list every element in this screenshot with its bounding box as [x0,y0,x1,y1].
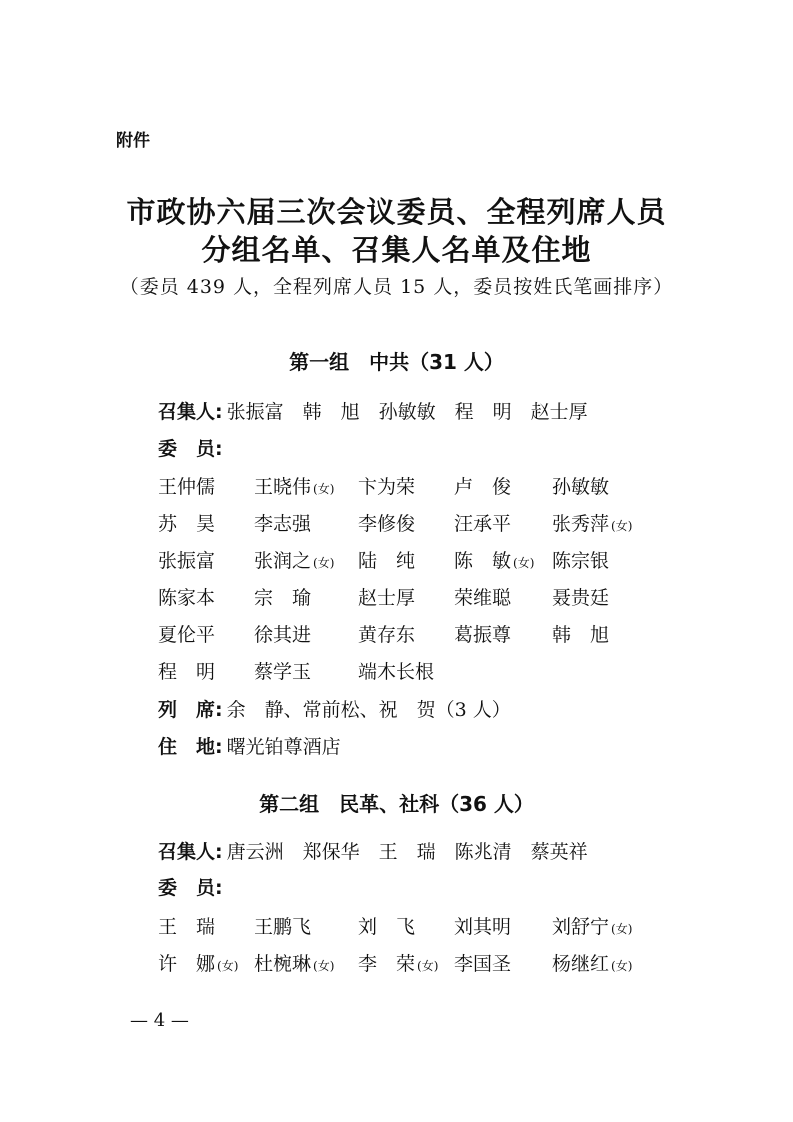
female-mark: (女) [313,556,335,570]
member-name-text: 李 荣 [358,953,416,975]
female-mark: (女) [217,959,239,973]
member-name-text: 杨继红 [552,953,610,975]
member-name [454,510,511,538]
member-name [158,473,215,501]
member-name [454,621,511,649]
female-mark: (女) [611,922,633,936]
member-name [158,913,215,941]
member-name [358,547,415,575]
member-name [552,510,632,538]
group1-heading: 第一组 中共（31 人） [289,350,504,374]
member-name-text: 王仲儒 [158,476,216,498]
member-name [358,913,415,941]
member-name [552,584,609,612]
member-name [254,584,311,612]
residence-name: 曙光铂尊酒店 [226,736,341,758]
member-name [254,473,334,501]
group1-attend-line [158,696,511,724]
group1-members-label-line [158,435,227,463]
member-name-text: 宗 瑜 [254,587,312,609]
member-name-text: 蔡学玉 [254,661,312,683]
attendee-names: 余 静、常前松、祝 贺（3 人） [226,699,511,721]
member-name-text: 韩 旭 [552,624,610,646]
member-name [254,510,311,538]
members-label: 委 员: [158,877,223,899]
member-name-text: 李修俊 [358,513,416,535]
member-name [158,510,215,538]
member-name [158,584,215,612]
member-name-text: 苏 昊 [158,513,216,535]
female-mark: (女) [513,556,535,570]
member-name-text: 卢 俊 [454,476,512,498]
female-mark: (女) [313,482,335,496]
member-name-text: 端木长根 [358,661,435,683]
group2-members-label-line [158,874,227,902]
member-name-text: 李国圣 [454,953,512,975]
member-name [358,658,434,686]
member-name-text: 孙敏敏 [552,476,610,498]
member-name-text: 夏伦平 [158,624,216,646]
female-mark: (女) [313,959,335,973]
member-name-text: 许 娜 [158,953,216,975]
member-name [552,950,632,978]
page-number: — 4 — [130,1010,189,1031]
member-name-text: 陆 纯 [358,550,416,572]
member-name [454,473,511,501]
group2-heading: 第二组 民革、社科（36 人） [259,792,534,816]
member-name-text: 刘舒宁 [552,916,610,938]
convener-names: 唐云洲 郑保华 王 瑞 陈兆清 蔡英祥 [226,841,588,863]
member-name [552,473,609,501]
convener-label: 召集人: [158,841,223,863]
member-name-text: 聂贵廷 [552,587,610,609]
member-name [454,584,511,612]
member-name [158,658,215,686]
member-name [254,658,311,686]
attend-label: 列 席: [158,699,223,721]
document-title-line2: 分组名单、召集人名单及住地 [201,233,592,267]
member-name-text: 葛振尊 [454,624,512,646]
member-name [254,913,311,941]
group1-convener-line [158,398,588,426]
member-name-text: 陈 敏 [454,550,512,572]
member-name-text: 程 明 [158,661,216,683]
member-name [358,621,415,649]
convener-names: 张振富 韩 旭 孙敏敏 程 明 赵士厚 [226,401,588,423]
member-name-text: 王 瑞 [158,916,216,938]
member-name [454,547,534,575]
member-name [158,950,238,978]
member-name [454,950,511,978]
member-name [552,913,632,941]
female-mark: (女) [611,959,633,973]
member-name [454,913,511,941]
member-name-text: 黄存东 [358,624,416,646]
member-name-text: 王晓伟 [254,476,312,498]
member-name-text: 刘 飞 [358,916,416,938]
attachment-label: 附件 [116,131,150,151]
member-name [552,547,609,575]
member-name [552,621,609,649]
member-name-text: 赵士厚 [358,587,416,609]
member-name [254,547,334,575]
member-name [254,621,311,649]
member-name [158,621,215,649]
member-name-text: 王鹏飞 [254,916,312,938]
member-name [358,584,415,612]
member-name-text: 卞为荣 [358,476,416,498]
members-label: 委 员: [158,438,223,460]
member-name-text: 杜椀琳 [254,953,312,975]
document-subtitle: （委员 439 人，全程列席人员 15 人，委员按姓氏笔画排序） [119,276,674,298]
member-name [158,547,215,575]
member-name-text: 徐其进 [254,624,312,646]
member-name-text: 张润之 [254,550,312,572]
female-mark: (女) [417,959,439,973]
member-name-text: 张振富 [158,550,216,572]
member-name [358,950,438,978]
residence-label: 住 地: [158,736,223,758]
document-title-line1: 市政协六届三次会议委员、全程列席人员 [126,195,667,229]
female-mark: (女) [611,519,633,533]
member-name-text: 陈宗银 [552,550,610,572]
group2-convener-line [158,838,588,866]
member-name-text: 荣维聪 [454,587,512,609]
group1-residence-line [158,733,341,761]
convener-label: 召集人: [158,401,223,423]
member-name [358,510,415,538]
member-name-text: 刘其明 [454,916,512,938]
member-name-text: 汪承平 [454,513,512,535]
member-name-text: 张秀萍 [552,513,610,535]
member-name-text: 李志强 [254,513,312,535]
member-name-text: 陈家本 [158,587,216,609]
member-name [358,473,415,501]
member-name [254,950,334,978]
